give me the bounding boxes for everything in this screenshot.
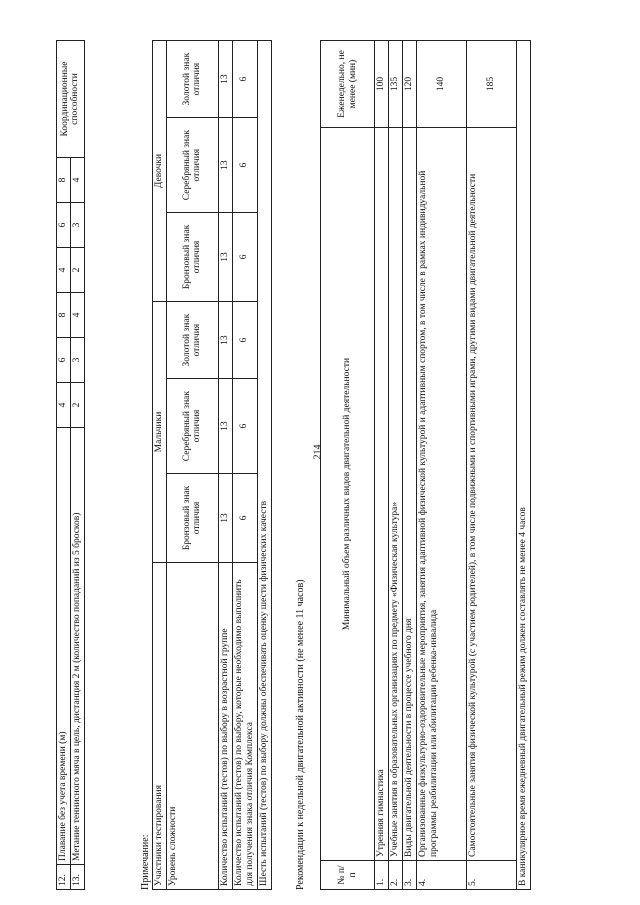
value-cell: 8 [57,293,71,338]
page-number: 214 [312,444,324,460]
value-cell: 4 [57,383,71,428]
row-label: Количество испытаний (тестов) по выбору, которые необходимо выполнить для получения знака отличия Комплекса [232,563,257,890]
activity-cell: Утренняя гимнастика [375,128,389,861]
activity-cell: Самостоятельные занятия физической культурой (с участием родителей), в том числе подвижными и спортивными играми, другими видами двигательной деятельности [466,128,516,861]
row-number: 12. [57,865,71,890]
table-row [466,41,516,890]
table-row [321,41,375,890]
value-cell: 4 [57,248,71,293]
table-row [402,41,416,890]
value-cell: 6 [57,338,71,383]
level-header: Золотой знак отличия [166,302,218,379]
value-cell: 6 [232,379,257,474]
value-cell: 4 [70,293,84,338]
value-cell: 2 [70,248,84,293]
row-number: 1. [375,861,389,890]
time-cell: 135 [388,41,402,128]
row-number: 2. [388,861,402,890]
value-cell: 13 [218,213,232,302]
time-header: Еженедельно, не менее (мин) [321,41,375,128]
time-cell: 120 [402,41,416,128]
num-header: № п/п [321,861,375,890]
value-cell: 3 [70,338,84,383]
row-number: 3. [402,861,416,890]
row-number: 4. [416,861,466,890]
activity-cell: Виды двигательной деятельности в процессе учебного дня [402,128,416,861]
time-cell: 100 [375,41,389,128]
table-row [375,41,389,890]
row-label: Количество испытаний (тестов) по выбору в возрастной группе [218,563,232,890]
value-cell: 13 [218,302,232,379]
table-row [57,41,71,890]
level-header: Серебряный знак отличия [166,379,218,474]
value-cell: 6 [232,41,257,118]
activity-table [320,40,531,890]
value-cell: 13 [218,379,232,474]
value-cell: 6 [232,213,257,302]
activity-cell: Организованные физкультурно-оздоровительные мероприятия, занятия адаптивной физической культурой и адаптивным спортом, в том числе в рамках индивидуальной программы реабилитации или абилитации ребенка-инвалида [416,128,466,861]
value-cell: 4 [70,158,84,203]
value-cell: 6 [57,203,71,248]
value-cell: 13 [218,118,232,213]
table-row [416,41,466,890]
note-title: Примечание: [140,834,151,890]
recommendations-footer: В каникулярное время ежедневный двигательный режим должен составлять не менее 4 часов [516,41,530,890]
value-cell: 6 [232,302,257,379]
time-cell: 185 [466,41,516,128]
value-cell: 13 [218,473,232,562]
table-row [257,41,271,890]
value-cell: 3 [70,203,84,248]
girls-header: Девочки [153,41,167,302]
table-row [516,41,530,890]
value-cell: 8 [57,158,71,203]
test-name: Метание теннисного мяча в цель, дистанция 2 м (количество попаданий из 5 бросков) [70,428,84,865]
table-row [232,41,257,890]
row-number: 13. [70,865,84,890]
boys-header: Мальчики [153,302,167,563]
level-header: Серебряный знак отличия [166,118,218,213]
level-header: Золотой знак отличия [166,41,218,118]
level-header: Бронзовый знак отличия [166,473,218,562]
participants-label: Участники тестирования [153,563,167,890]
tests-table [56,40,85,890]
time-cell: 140 [416,41,466,128]
row-number: 5. [466,861,516,890]
value-cell: 6 [232,473,257,562]
table-row [218,41,232,890]
table-row [166,41,218,890]
note-table [152,40,272,890]
level-header: Бронзовый знак отличия [166,213,218,302]
activity-header: Минимальный объем различных видов двигательной деятельности [321,128,375,861]
note-footer: Шесть испытаний (тестов) по выбору должны обеспечивать оценку шести физических качеств [257,41,271,890]
table-row [388,41,402,890]
value-cell: 13 [218,41,232,118]
table-row [70,41,84,890]
test-name: Плавание без учета времени (м) [57,428,71,865]
difficulty-label: Уровень сложности [166,563,218,890]
value-cell: 6 [232,118,257,213]
rotated-page-content [48,30,608,890]
ability-label: Координационные способности [57,41,85,158]
table-row [153,41,167,890]
recommendations-title: Рекомендации к недельной двигательной активности (не менее 11 часов) [295,579,306,890]
value-cell: 2 [70,383,84,428]
activity-cell: Учебные занятия в образовательных организациях по предмету «Физическая культура» [388,128,402,861]
